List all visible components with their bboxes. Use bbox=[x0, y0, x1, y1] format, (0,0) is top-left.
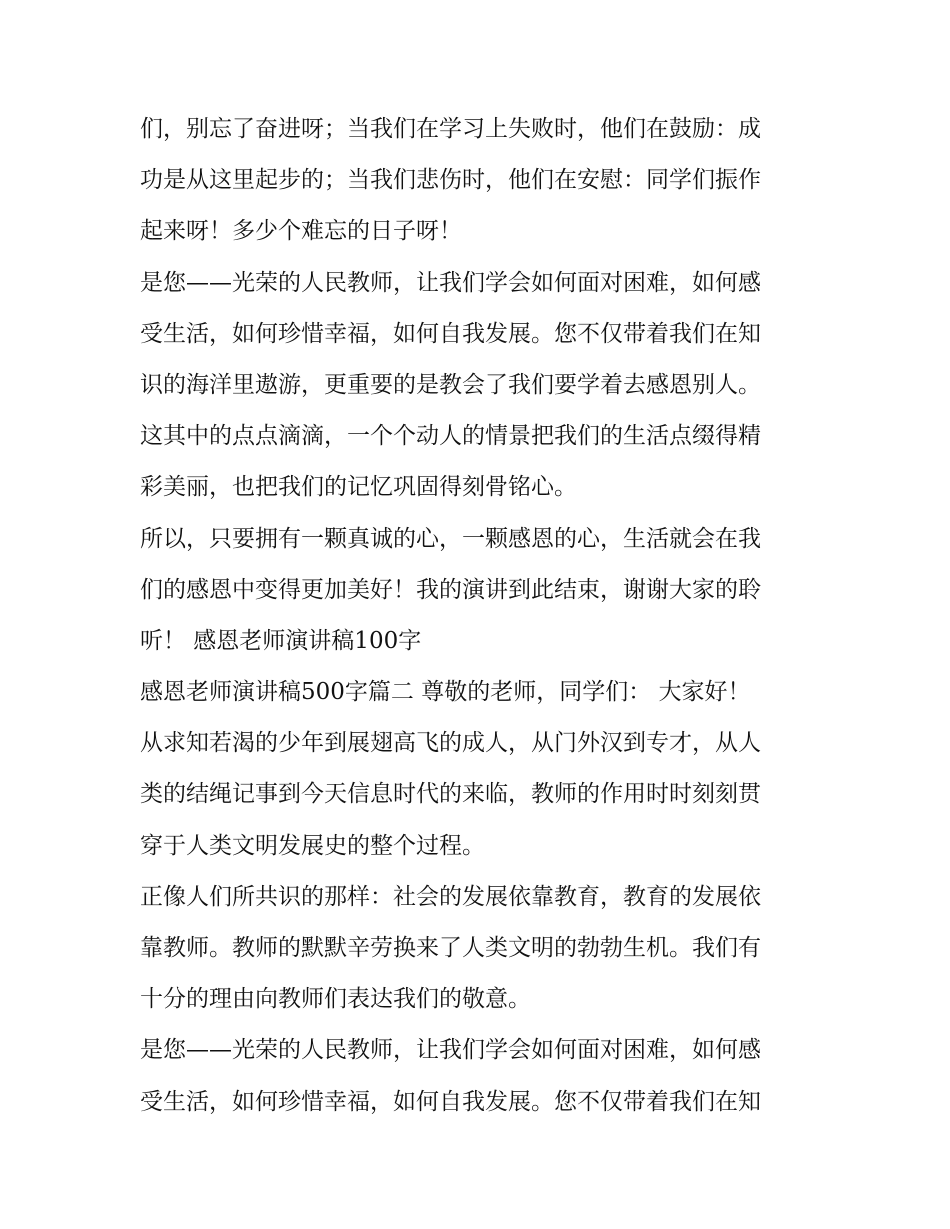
text-line: 们的感恩中变得更加美好！我的演讲到此结束，谢谢大家的聆 bbox=[140, 576, 761, 603]
text-line: 功是从这里起步的；当我们悲伤时，他们在安慰：同学们振作 bbox=[140, 167, 761, 194]
text-line: 听！ 感恩老师演讲稿100字 bbox=[140, 627, 422, 654]
text-line: 彩美丽，也把我们的记忆巩固得刻骨铭心。 bbox=[140, 474, 577, 501]
text-line: 起来呀！多少个难忘的日子呀！ bbox=[140, 218, 462, 245]
text-line: 是您——光荣的人民教师，让我们学会如何面对困难，如何感 bbox=[140, 1037, 761, 1064]
text-line: 受生活，如何珍惜幸福，如何自我发展。您不仅带着我们在知 bbox=[140, 320, 761, 347]
text-line: 识的海洋里遨游，更重要的是教会了我们要学着去感恩别人。 bbox=[140, 371, 761, 398]
text-line: 靠教师。教师的默默辛劳换来了人类文明的勃勃生机。我们有 bbox=[140, 935, 761, 961]
text-line: 所以，只要拥有一颗真诚的心，一颗感恩的心，生活就会在我 bbox=[140, 525, 761, 552]
text-line: 正像人们所共识的那样：社会的发展依靠教育，教育的发展依 bbox=[140, 883, 761, 910]
text-line: 从求知若渴的少年到展翅高飞的成人，从门外汉到专才，从人 bbox=[140, 730, 761, 757]
document-body bbox=[140, 104, 820, 1128]
text-line: 受生活，如何珍惜幸福，如何自我发展。您不仅带着我们在知 bbox=[140, 1088, 761, 1115]
text-line: 感恩老师演讲稿500字篇二 尊敬的老师，同学们： 大家好！ bbox=[140, 679, 751, 706]
text-line: 是您——光荣的人民教师，让我们学会如何面对困难，如何感 bbox=[140, 269, 761, 296]
text-line: 穿于人类文明发展史的整个过程。 bbox=[140, 832, 485, 859]
text-line: 们，别忘了奋进呀；当我们在学习上失败时，他们在鼓励：成 bbox=[140, 116, 761, 142]
text-line: 这其中的点点滴滴，一个个动人的情景把我们的生活点缀得精 bbox=[140, 423, 761, 450]
text-line: 十分的理由向教师们表达我们的敬意。 bbox=[140, 986, 531, 1013]
text-line: 类的结绳记事到今天信息时代的来临，教师的作用时时刻刻贯 bbox=[140, 781, 761, 808]
